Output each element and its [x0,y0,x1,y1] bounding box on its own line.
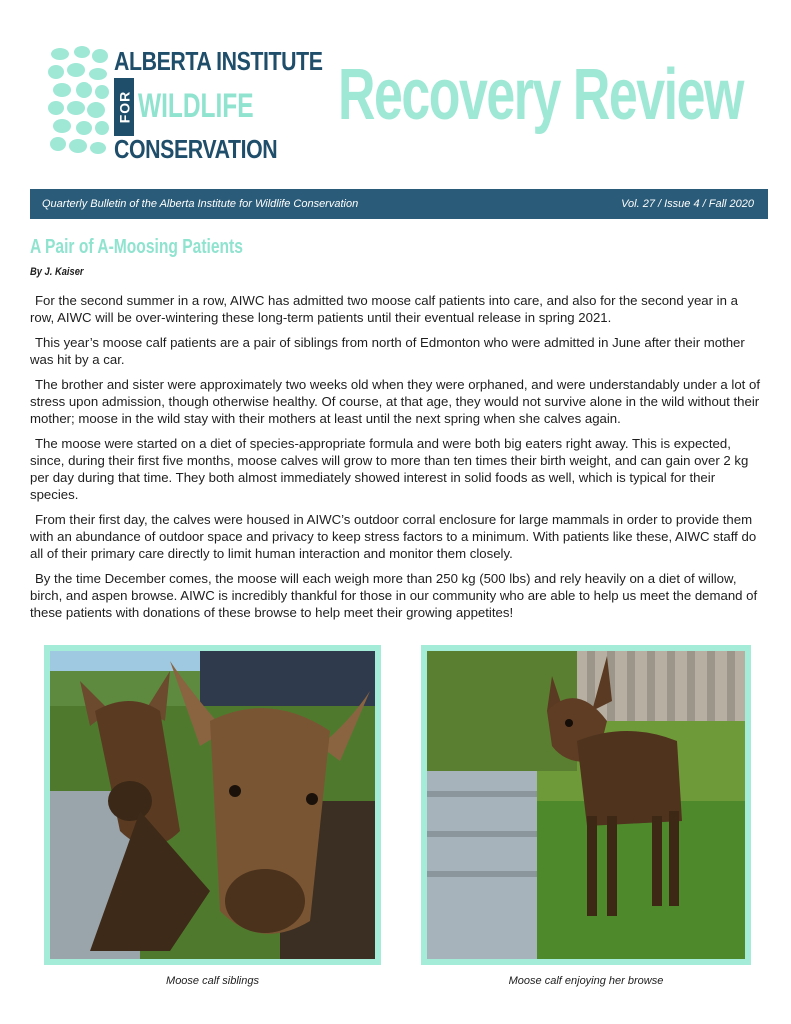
logo-line-2: WILDLIFE [138,87,254,125]
photo-caption: Moose calf enjoying her browse [508,975,664,987]
moose-browse-image [427,651,745,959]
photo-caption: Moose calf siblings [166,975,259,987]
paragraph: This year’s moose calf patients are a pair of siblings from north of Edmonton who were admitted in June after their mother was hit by a car. [30,335,745,367]
photo-moose-siblings [44,645,381,965]
logo-line-1: ALBERTA INSTITUTE [114,46,323,76]
paragraph: The brother and sister were approximately two weeks old when they were orphaned, and were understandably under a lot of stress upon admission, though otherwise healthy. Of course, at that age, they would not survive alone in the wild without their mother; moose in the wild stay with their mothers at least until the next spring when she calves again. [30,377,760,426]
bulletin-bar [30,189,768,219]
photo-moose-browse [421,645,751,965]
article-body [30,292,765,629]
masthead-title: Recovery Review [338,55,743,135]
moose-siblings-image [50,651,375,959]
paragraph: From their first day, the calves were housed in AIWC’s outdoor corral enclosure for large mammals in order to provide them with an abundance of outdoor space and privacy to keep stress factors to a minimum. With patients like these, AIWC staff do all of their primary care directly to limit human interaction and monitor them closely. [30,512,757,561]
bulletin-description: Quarterly Bulletin of the Alberta Institute for Wildlife Conservation [42,198,359,210]
article-byline: By J. Kaiser [30,266,84,278]
article-headline: A Pair of A-Moosing Patients [30,236,243,258]
issue-info: Vol. 27 / Issue 4 / Fall 2020 [621,198,754,210]
aiwc-logo [46,44,323,164]
paragraph: By the time December comes, the moose will each weigh more than 250 kg (500 lbs) and rely heavily on a diet of willow, birch, and aspen browse. AIWC is incredibly thankful for those in our community who are able to help us meet the demand of these patients with donations of these browse to help meet their growing appetites! [30,571,758,620]
logo-for-block: FOR [114,78,134,136]
animal-silhouettes-icon [46,44,110,159]
logo-line-3: CONSERVATION [114,134,278,164]
paragraph: For the second summer in a row, AIWC has admitted two moose calf patients into care, and also for the second year in a row, AIWC will be over-wintering these long-term patients until their eventual release in spring 2021. [30,293,738,325]
paragraph: The moose were started on a diet of species-appropriate formula and were both big eaters right away. This is expected, since, during their first five months, moose calves will grow to more than ten times their birth weight, and can gain over 2 kg per day during that time. They both almost immediately showed interest in solid foods as well, which is typical for their species. [30,436,749,502]
